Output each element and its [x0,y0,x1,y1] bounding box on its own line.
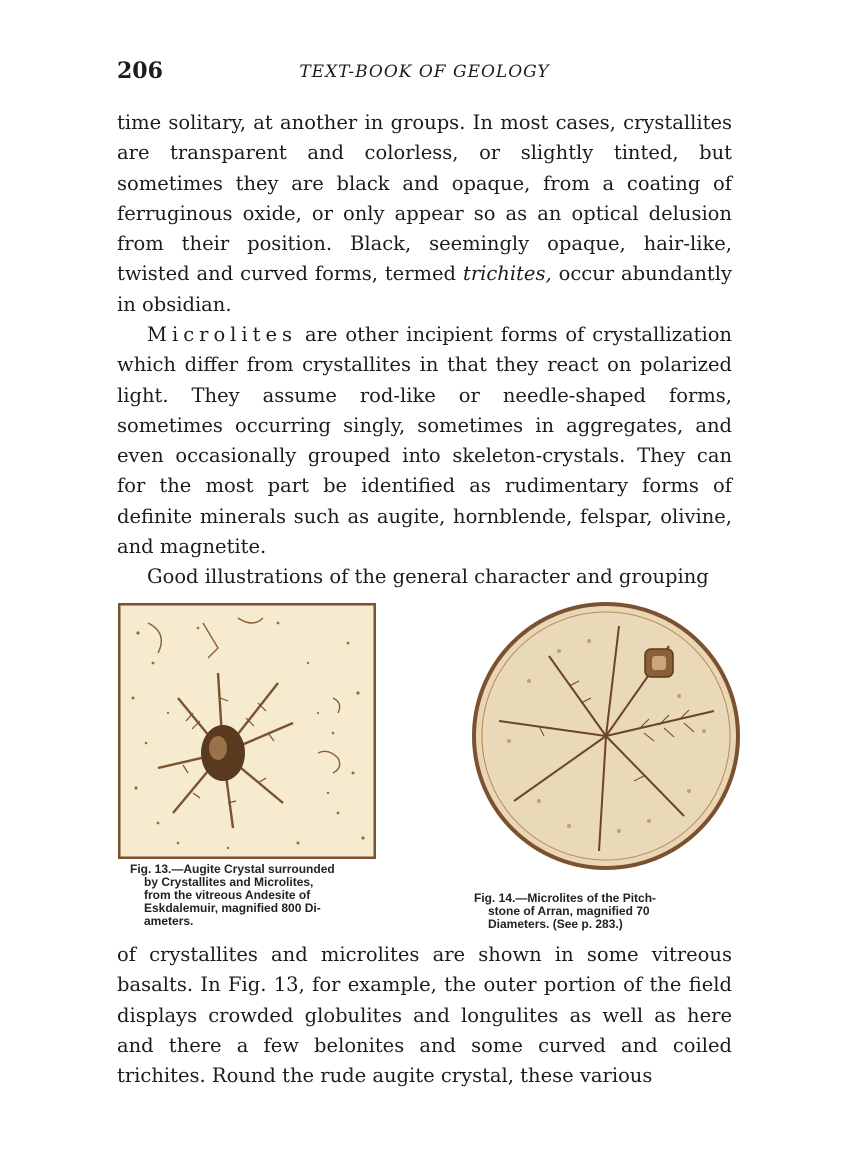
para2-text: are other incipient forms of crystallization which differ from crystallites in that they react on polarized light. They assume rod-like or needle-shaped forms, sometimes occurring singly, sometimes in aggregates, and even occasionally grouped into skeleton-crystals. They can for the most part be identified as rudimentary forms of definite minerals such as augite, hornblende, felspar, olivine, and magnetite. [117,323,732,559]
fig13-caption-line-4: Eskdalemuir, magnified 800 Di- [144,901,321,915]
fig14-caption-line-2: stone of Arran, magnified 70 [488,904,650,918]
para1-text: time solitary, at another in groups. In most cases, crystallites are transparent and colorless, or slightly tinted, but sometimes they are black and opaque, from a coating of ferruginous oxide, or only appear so as an optical delusion from their position. Black, seemingly opaque, hair-like, twisted and curved forms, termed [117,111,732,286]
figure-13-illustration [118,603,376,859]
paragraph-1 [117,108,732,320]
page-header [117,58,732,94]
figure-14-illustration [469,601,743,871]
para3-text: Good illustrations of the general character and grouping [147,565,709,588]
paragraph-2 [117,320,732,562]
figure-13-caption [130,863,335,928]
fig13-caption-line-1: Fig. 13.—Augite Crystal surrounded [130,862,335,876]
page-number: 206 [117,58,163,84]
para4-text: of crystallites and microlites are shown in some vitreous basalts. In Fig. 13, for example, the outer portion of the field displays crowded globulites and longulites as well as here and there a few belonites and some curved and coiled trichites. Round the rude augite crystal, these various [117,943,732,1088]
figure-14-caption [474,892,656,931]
fig14-caption-line-3: Diameters. (See p. 283.) [488,917,623,931]
para1-italic-term: trichites, [462,262,552,286]
fig14-caption-line-1: Fig. 14.—Microlites of the Pitch- [474,891,657,905]
fig13-caption-line-2: by Crystallites and Microlites, [144,875,314,889]
fig13-caption-line-3: from the vitreous Andesite of [144,888,311,902]
microlites-term: Microlites [147,323,298,346]
running-title: TEXT-BOOK OF GEOLOGY [299,62,550,82]
fig13-caption-line-5: ameters. [144,914,194,928]
paragraph-4 [117,940,732,1091]
paragraph-3 [117,562,732,592]
para1-end: occur abundantly in obsidian. [117,262,732,316]
